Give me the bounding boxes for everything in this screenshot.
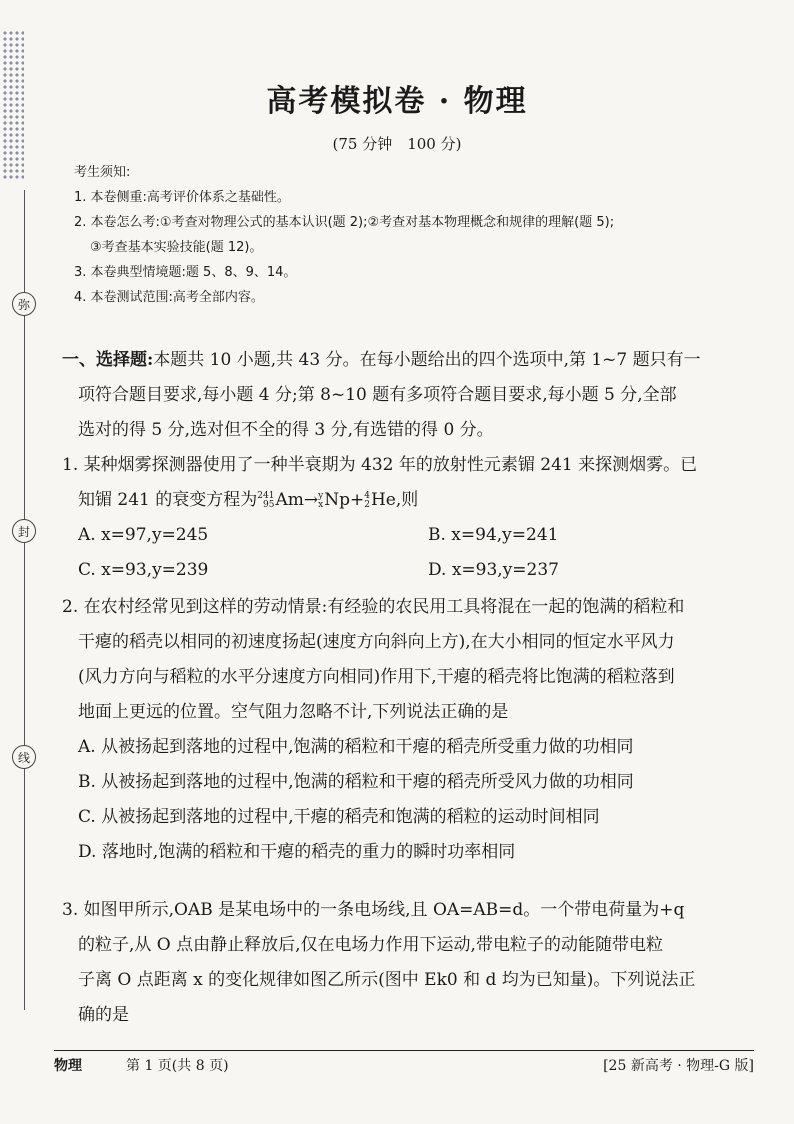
- question-text: 地面上更远的位置。空气阻力忽略不计,下列说法正确的是: [78, 702, 509, 722]
- question-text: 干瘪的稻壳以相同的初速度扬起(速度方向斜向上方),在大小相同的恒定水平风力: [78, 632, 675, 652]
- exam-duration: (75 分钟 100 分): [332, 135, 462, 153]
- option-d: D. 落地时,饱满的稻粒和干瘪的稻壳的重力的瞬时功率相同: [78, 842, 516, 862]
- section-choice: [62, 343, 762, 448]
- page-footer: [54, 1050, 754, 1075]
- binding-mark-xian: 线: [12, 745, 36, 769]
- notice-block: [74, 160, 764, 310]
- question-text: 知镅 241 的衰变方程为241 95Am→y xNp+4 2He,则: [78, 490, 419, 510]
- option-b: B. 从被扬起到落地的过程中,饱满的稻粒和干瘪的稻壳所受风力做的功相同: [78, 772, 634, 792]
- option-a: A. 从被扬起到落地的过程中,饱满的稻粒和干瘪的稻壳所受重力做的功相同: [78, 737, 634, 757]
- question-text: 确的是: [78, 1005, 129, 1025]
- question-text: (风力方向与稻粒的水平分速度方向相同)作用下,干瘪的稻壳将比饱满的稻粒落到: [78, 667, 675, 687]
- notice-item: 2. 本卷怎么考:①考查对物理公式的基本认识(题 2);②考查对基本物理概念和规律的理解(题 5);: [74, 215, 615, 230]
- notice-item: 3. 本卷典型情境题:题 5、8、9、14。: [74, 265, 297, 280]
- footer-page-number: 第 1 页(共 8 页): [126, 1058, 229, 1074]
- page-title: 高考模拟卷 · 物理: [266, 84, 528, 119]
- notice-item: 1. 本卷侧重:高考评价体系之基础性。: [74, 190, 290, 205]
- question-text: 的粒子,从 O 点由静止释放后,仅在电场力作用下运动,带电粒子的动能随带电粒: [78, 935, 663, 955]
- footer-edition: [25 新高考 · 物理-G 版]: [603, 1058, 754, 1074]
- binding-mark-feng: 封: [12, 519, 36, 543]
- footer-subject: 物理: [54, 1058, 82, 1074]
- notice-item: 4. 本卷测试范围:高考全部内容。: [74, 290, 264, 305]
- question-3: [62, 893, 762, 1033]
- binding-mark-mi: 弥: [12, 292, 36, 316]
- option-b: B. x=94,y=241: [428, 525, 559, 545]
- section-instruction: 本题共 10 小题,共 43 分。在每小题给出的四个选项中,第 1~7 题只有一: [153, 350, 701, 370]
- question-text: 1. 某种烟雾探测器使用了一种半衰期为 432 年的放射性元素镅 241 来探测烟雾。已: [62, 455, 698, 475]
- question-2: [62, 590, 762, 870]
- notice-item: ③考查基本实验技能(题 12)。: [90, 240, 263, 255]
- section-instruction: 选对的得 5 分,选对但不全的得 3 分,有选错的得 0 分。: [78, 420, 494, 440]
- section-label: 一、选择题:: [62, 350, 154, 370]
- binding-margin: [0, 0, 30, 1124]
- question-text: 3. 如图甲所示,OAB 是某电场中的一条电场线,且 OA=AB=d。一个带电荷量为+q: [62, 900, 685, 920]
- notice-heading: 考生须知:: [74, 165, 131, 180]
- question-text: 2. 在农村经常见到这样的劳动情景:有经验的农民用工具将混在一起的饱满的稻粒和: [62, 597, 685, 617]
- decay-equation: 241 95Am→y xNp+4 2He: [257, 490, 396, 510]
- question-1: [62, 448, 762, 588]
- section-instruction: 项符合题目要求,每小题 4 分;第 8~10 题有多项符合题目要求,每小题 5 分,全部: [78, 385, 677, 405]
- option-d: D. x=93,y=237: [428, 560, 559, 580]
- option-c: C. 从被扬起到落地的过程中,干瘪的稻壳和饱满的稻粒的运动时间相同: [78, 807, 600, 827]
- option-a: A. x=97,y=245: [78, 525, 209, 545]
- option-c: C. x=93,y=239: [78, 560, 209, 580]
- question-text: 子离 O 点距离 x 的变化规律如图乙所示(图中 Ek0 和 d 均为已知量)。下列说法正: [78, 970, 696, 990]
